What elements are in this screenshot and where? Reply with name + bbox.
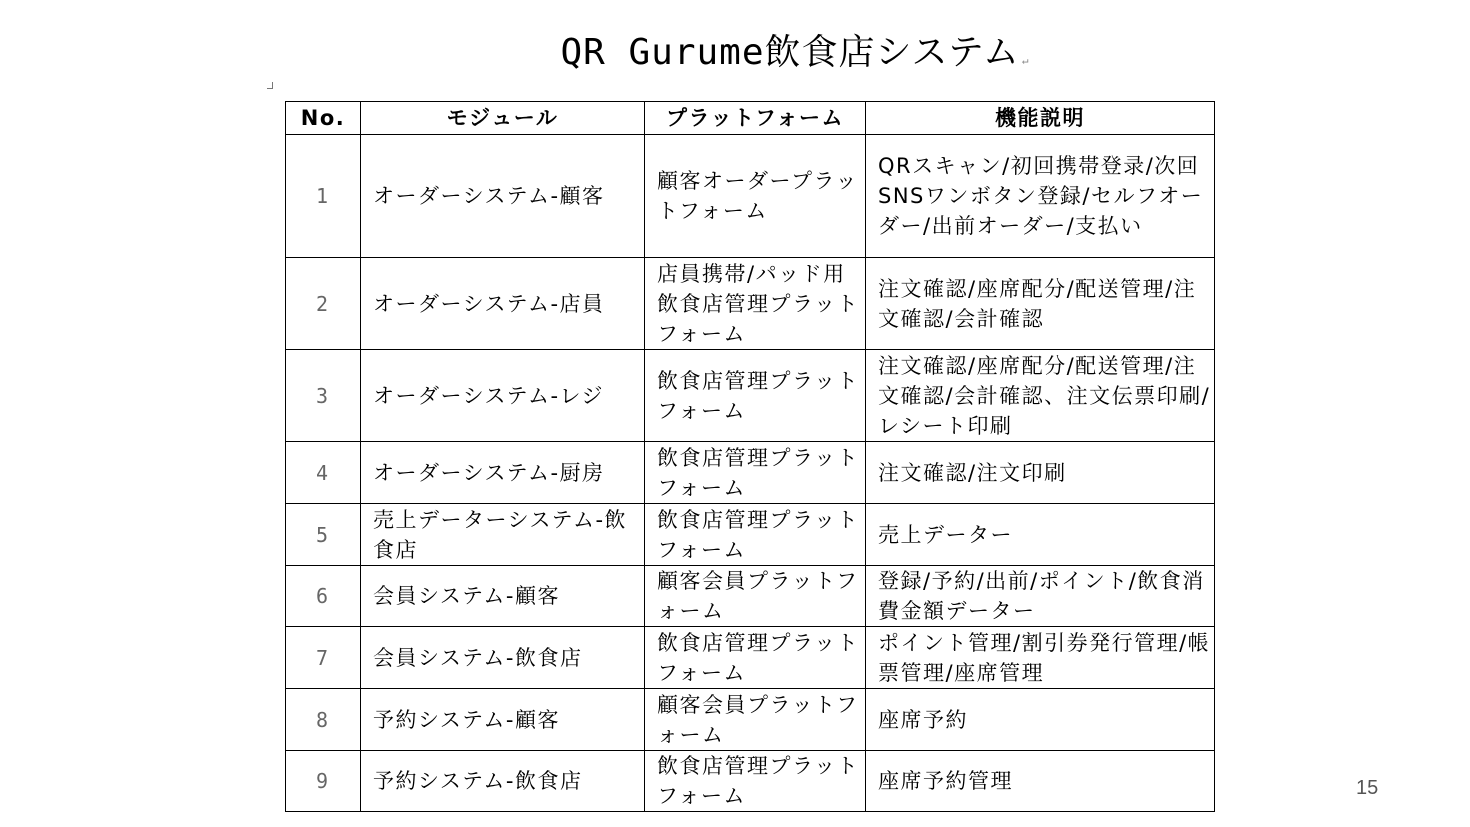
table-header-row: [286, 102, 1215, 135]
table-row: [286, 504, 1215, 566]
row-no: 5: [286, 504, 361, 566]
table-row: [286, 442, 1215, 504]
header-function: 機能説明: [866, 102, 1215, 135]
header-platform: プラットフォーム: [645, 102, 866, 135]
row-no: 4: [286, 442, 361, 504]
row-no: 8: [286, 689, 361, 751]
row-platform: 飲食店管理プラットフォーム: [645, 504, 866, 566]
row-platform: 顧客会員プラットフォーム: [645, 689, 866, 751]
row-function: 登録/予約/出前/ポイント/飲食消費金額データー: [866, 566, 1215, 627]
row-module: オーダーシステム-厨房: [361, 442, 645, 504]
row-module: 予約システム-飲食店: [361, 751, 645, 812]
row-module: オーダーシステム-顧客: [361, 135, 645, 258]
row-no: 7: [286, 627, 361, 689]
row-platform: 店員携帯/パッド用飲食店管理プラットフォーム: [645, 258, 866, 350]
slide-title: [0, 24, 1470, 75]
page-number: 15: [1356, 777, 1379, 799]
row-module: 予約システム-顧客: [361, 689, 645, 751]
row-no: 1: [286, 135, 361, 258]
row-module: 会員システム-飲食店: [361, 627, 645, 689]
table-row: [286, 627, 1215, 689]
table-row: [286, 135, 1215, 258]
row-module: オーダーシステム-店員: [361, 258, 645, 350]
paragraph-mark-icon: ↵: [1021, 54, 1030, 67]
text-boundary-corner-icon: [267, 82, 273, 89]
row-module: 会員システム-顧客: [361, 566, 645, 627]
row-platform: 飲食店管理プラットフォーム: [645, 627, 866, 689]
row-function: 注文確認/座席配分/配送管理/注文確認/会計確認、注文伝票印刷/レシート印刷: [866, 350, 1215, 442]
header-module: モジュール: [361, 102, 645, 135]
row-function: 注文確認/注文印刷: [866, 442, 1215, 504]
row-platform: 顧客オーダープラットフォーム: [645, 135, 866, 258]
table-row: [286, 689, 1215, 751]
row-function: 座席予約管理: [866, 751, 1215, 812]
row-platform: 飲食店管理プラットフォーム: [645, 350, 866, 442]
header-no: No.: [286, 102, 361, 135]
table-row: [286, 350, 1215, 442]
row-function: QRスキャン/初回携帯登录/次回SNSワンボタン登録/セルフオーダー/出前オーダー/支払い: [866, 135, 1215, 258]
row-platform: 飲食店管理プラットフォーム: [645, 442, 866, 504]
row-no: 6: [286, 566, 361, 627]
row-function: 注文確認/座席配分/配送管理/注文確認/会計確認: [866, 258, 1215, 350]
row-module: 売上データーシステム-飲食店: [361, 504, 645, 566]
row-no: 3: [286, 350, 361, 442]
row-function: 売上データー: [866, 504, 1215, 566]
row-function: ポイント管理/割引券発行管理/帳票管理/座席管理: [866, 627, 1215, 689]
table-row: [286, 258, 1215, 350]
slide-title-text: QR Gurume飲食店システム: [560, 32, 1020, 73]
row-platform: 顧客会員プラットフォーム: [645, 566, 866, 627]
row-platform: 飲食店管理プラットフォーム: [645, 751, 866, 812]
row-module: オーダーシステム-レジ: [361, 350, 645, 442]
module-table: [285, 101, 1215, 812]
row-function: 座席予約: [866, 689, 1215, 751]
row-no: 9: [286, 751, 361, 812]
table-row: [286, 751, 1215, 812]
table-row: [286, 566, 1215, 627]
row-no: 2: [286, 258, 361, 350]
